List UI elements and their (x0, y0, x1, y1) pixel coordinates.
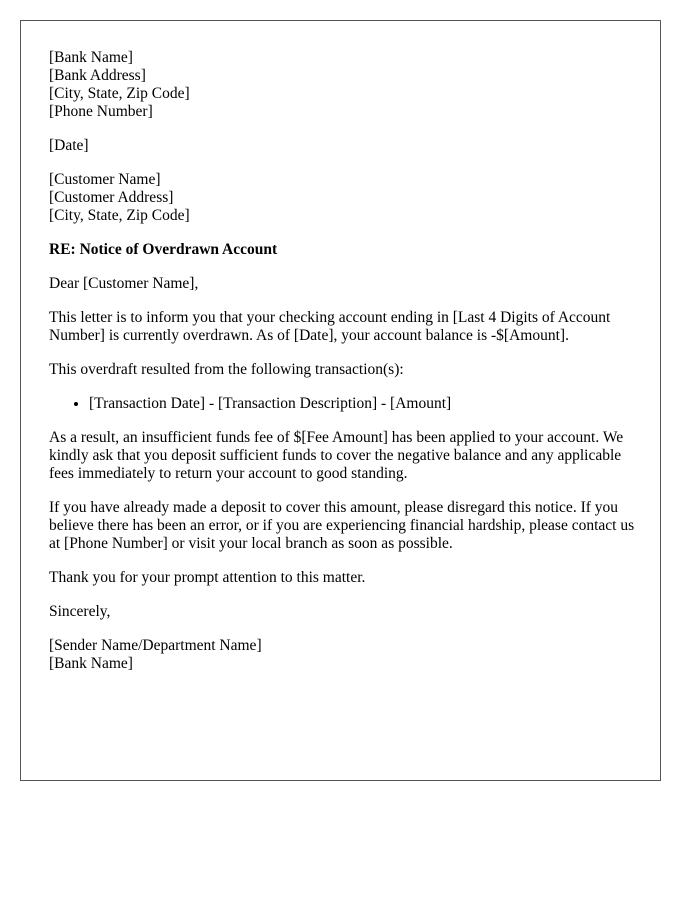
thanks-paragraph: Thank you for your prompt attention to this matter. (49, 569, 366, 586)
customer-city-state-zip: [City, State, Zip Code] (49, 207, 190, 224)
customer-address-block (49, 171, 639, 225)
customer-address: [Customer Address] (49, 189, 174, 206)
bank-address: [Bank Address] (49, 67, 146, 84)
letter-body (49, 49, 639, 689)
transaction-item: • [Transaction Date] - [Transaction Description] - [Amount] (89, 395, 639, 413)
bank-address-block (49, 49, 639, 121)
letter-page (20, 20, 661, 781)
date-block (49, 137, 639, 155)
transaction-list (49, 395, 639, 413)
customer-name: [Customer Name] (49, 171, 161, 188)
sender-name: [Sender Name/Department Name] (49, 637, 262, 654)
salutation: Dear [Customer Name], (49, 275, 199, 292)
disregard-paragraph: If you have already made a deposit to cover this amount, please disregard this notice. If you believe there has been an error, or if you are experiencing financial hardship, please contact us at [Phone Number] or visit your local branch as soon as possible. (49, 499, 635, 552)
signature-bank-name: [Bank Name] (49, 655, 133, 672)
closing: Sincerely, (49, 603, 111, 620)
signature-block (49, 637, 639, 673)
subject-line: RE: Notice of Overdrawn Account (49, 241, 278, 258)
transactions-intro: This overdraft resulted from the following transaction(s): (49, 361, 404, 378)
bank-city-state-zip: [City, State, Zip Code] (49, 85, 190, 102)
bank-phone: [Phone Number] (49, 103, 153, 120)
fee-paragraph: As a result, an insufficient funds fee of $[Fee Amount] has been applied to your account. We kindly ask that you deposit sufficient funds to cover the negative balance and any applicable fees immediately to return your account to good standing. (49, 429, 624, 482)
intro-paragraph: This letter is to inform you that your checking account ending in [Last 4 Digits of Account Number] is currently overdrawn. As of [Date], your account balance is -$[Amount]. (49, 309, 611, 344)
bank-name: [Bank Name] (49, 49, 133, 66)
letter-date: [Date] (49, 137, 89, 154)
